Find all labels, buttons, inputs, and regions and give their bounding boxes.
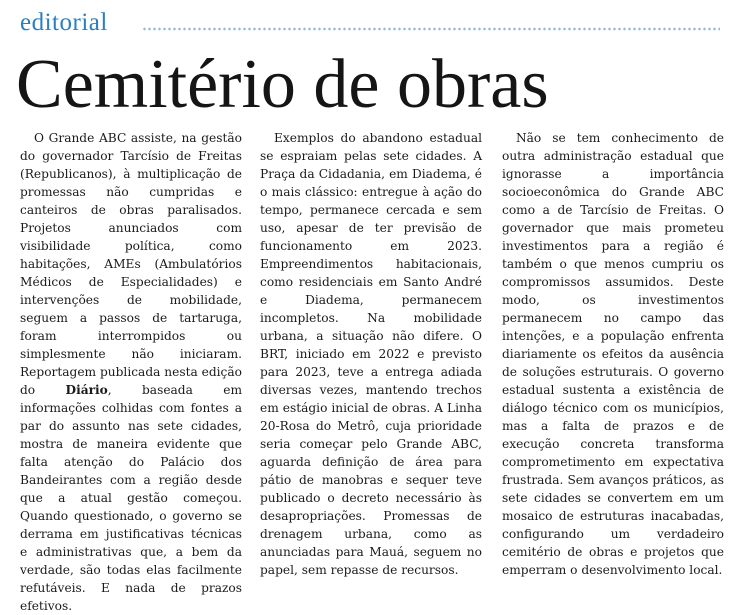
section-label: editorial xyxy=(20,9,108,36)
article-body xyxy=(20,129,724,613)
newspaper-name: Diário xyxy=(65,383,108,397)
paragraph xyxy=(20,129,242,615)
section-header xyxy=(20,8,720,38)
headline: Cemitério de obras xyxy=(16,46,549,123)
column-3 xyxy=(502,129,724,579)
dotted-rule xyxy=(142,27,720,31)
column-2 xyxy=(260,129,482,579)
paragraph: Não se tem conhecimento de outra administração estadual que ignorasse a importância socioeconômica do Grande ABC como a de Tarcísio de Freitas. O governador que mais prometeu investimentos para a região é também o que menos cumpriu os compromissos assumidos. Deste modo, os investimentos permanecem no campo das intenções, e a população enfrenta diariamente os efeitos da ausência de soluções estruturais. O governo estadual sustenta a existência de diálogo técnico com os municípios, mas a falta de prazos e de execução concreta transforma comprometimento em expectativa frustrada. Sem avanços práticos, as sete cidades se convertem em um mosaico de estruturas inacabadas, configurando um verdadeiro cemitério de obras e projetos que emperram o desenvolvimento local. xyxy=(502,131,724,577)
text-run: , baseada em informações colhidas com fontes a par do assunto nas sete cidades, mostra de maneira evidente que falta atenção do Palácio dos Bandeirantes com a região desde que a atual gestão começou. Quando questionado, o governo se derrama em justificativas técnicas e administrativas que, a bem da verdade, são todas elas facilmente refutáveis. E nada de prazos efetivos. xyxy=(20,383,242,613)
text-run: O Grande ABC assiste, na gestão do governador Tarcísio de Freitas (Republicanos), à multiplicação de promessas não cumpridas e canteiros de obras paralisados. Projetos anunciados com visibilidade política, como habitações, AMEs (Ambulatórios Médicos de Especialidades) e intervenções de mobilidade, seguem a passos de tartaruga, foram interrompidos ou simplesmente não iniciaram. Reportagem publicada nesta edição do xyxy=(20,131,242,397)
column-1 xyxy=(20,129,242,615)
paragraph: Exemplos do abandono estadual se espraiam pelas sete cidades. A Praça da Cidadania, em Diadema, é o mais clássico: entregue à ação do tempo, permanece cercada e sem uso, apesar de ter previsão de funcionamento em 2023. Empreendimentos habitacionais, como residenciais em Santo André e Diadema, permanecem incompletos. Na mobilidade urbana, a situação não difere. O BRT, iniciado em 2022 e previsto para 2023, teve a entrega adiada diversas vezes, mantendo trechos em estágio inicial de obras. A Linha 20-Rosa do Metrô, cuja prioridade seria começar pelo Grande ABC, aguarda definição de área para pátio de manobras e sequer teve publicado o decreto necessário às desapropriações. Promessas de drenagem urbana, como as anunciadas para Mauá, seguem no papel, sem repasse de recursos. xyxy=(260,131,482,577)
